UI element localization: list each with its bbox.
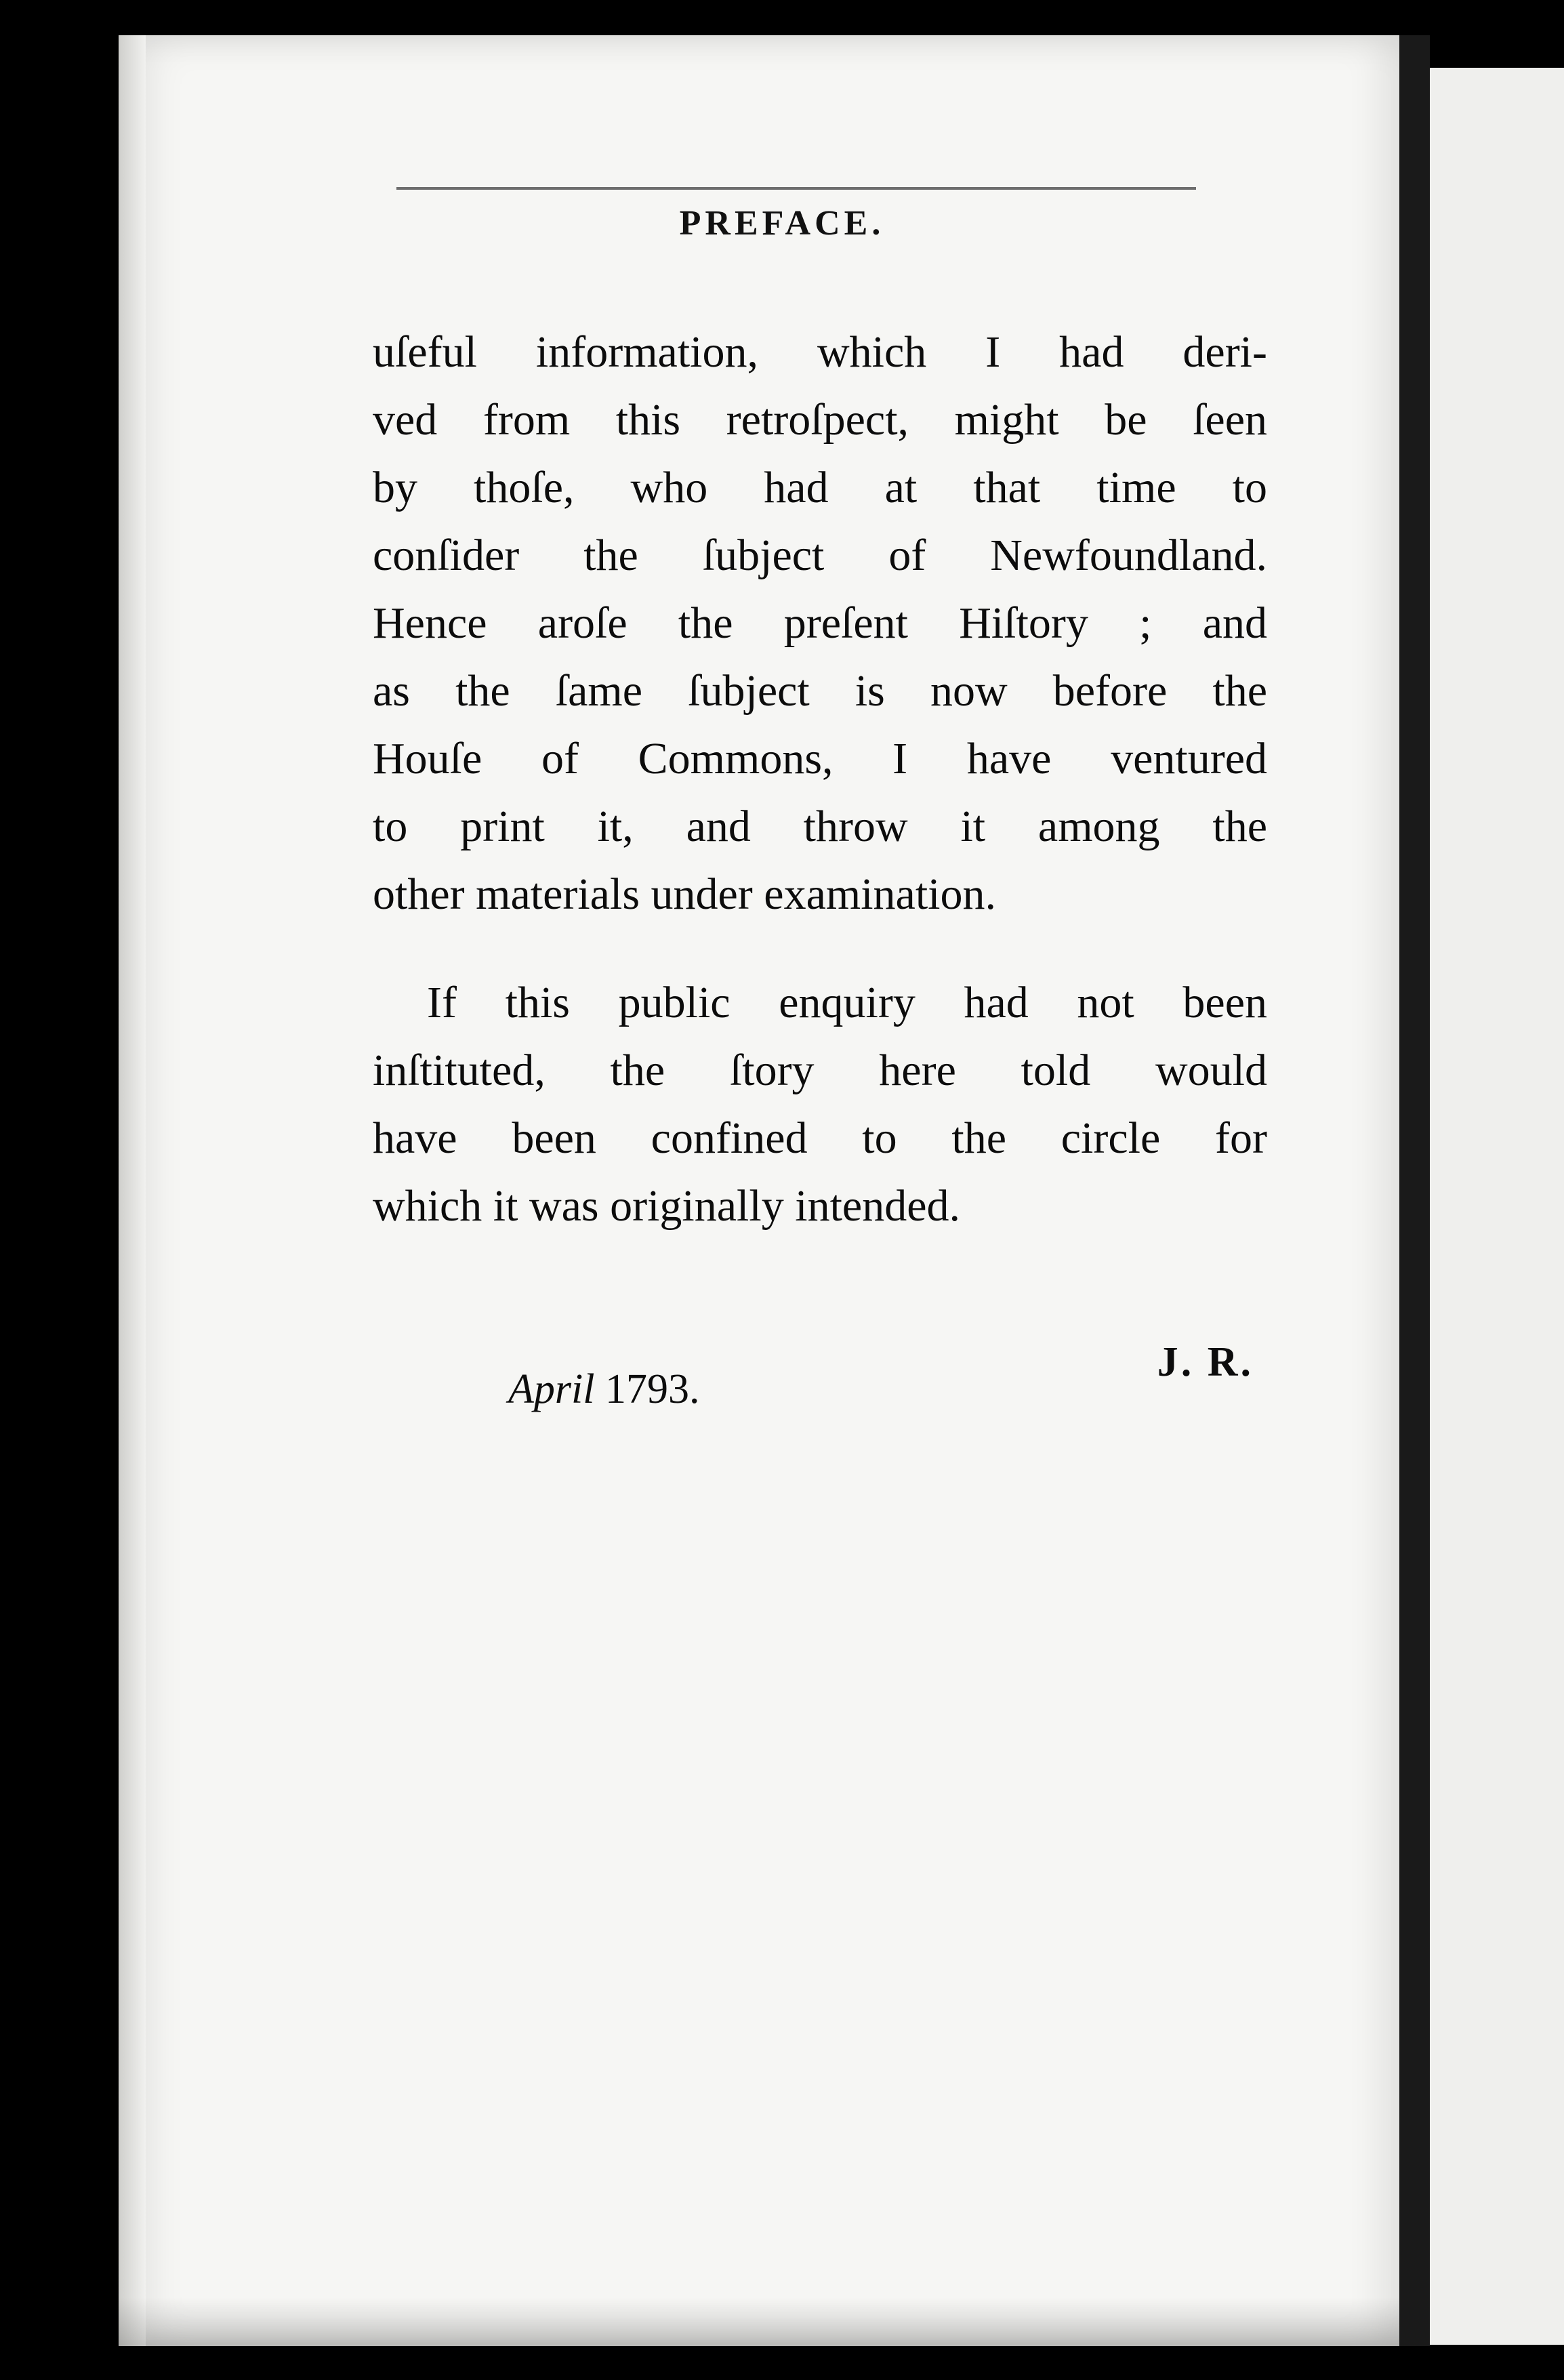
text-line: Hence aroſe the preſent Hiſtory ; and (373, 598, 1267, 648)
paragraph-1 (373, 319, 1267, 928)
text-line: uſeful information, which I had deri- (373, 327, 1267, 377)
text-line: which it was originally intended. (373, 1181, 960, 1231)
body-text (373, 319, 1267, 1240)
text-line: have been confined to the circle for (373, 1113, 1267, 1163)
text-line: Houſe of Commons, I have ventured (373, 734, 1267, 783)
text-line: as the ſame ſubject is now before the (373, 666, 1267, 716)
text-line: If this public enquiry had not been (427, 978, 1267, 1027)
text-line: to print it, and throw it among the (373, 802, 1267, 851)
head-rule (396, 187, 1196, 190)
signature-block (379, 1338, 1254, 1420)
text-line: conſider the ſubject of Newfoundland. (373, 531, 1267, 580)
text-line: by thoſe, who had at that time to (373, 463, 1267, 512)
gutter (1399, 35, 1430, 2346)
running-head: PREFACE. (679, 204, 885, 243)
date-year: 1793. (604, 1366, 700, 1412)
date (508, 1366, 699, 1414)
date-month: April (508, 1366, 595, 1412)
page-bottom-shadow (119, 2297, 1399, 2346)
paragraph-gap (373, 928, 1267, 969)
text-line: ved from this retroſpect, might be ſeen (373, 395, 1267, 445)
text-line: other materials under examination. (373, 869, 997, 919)
paragraph-2 (373, 969, 1267, 1240)
facing-page (1430, 68, 1564, 2345)
author-initials: J. R. (1157, 1339, 1254, 1385)
text-line: inſtituted, the ſtory here told would (373, 1046, 1267, 1095)
page-left-edge (119, 35, 146, 2346)
